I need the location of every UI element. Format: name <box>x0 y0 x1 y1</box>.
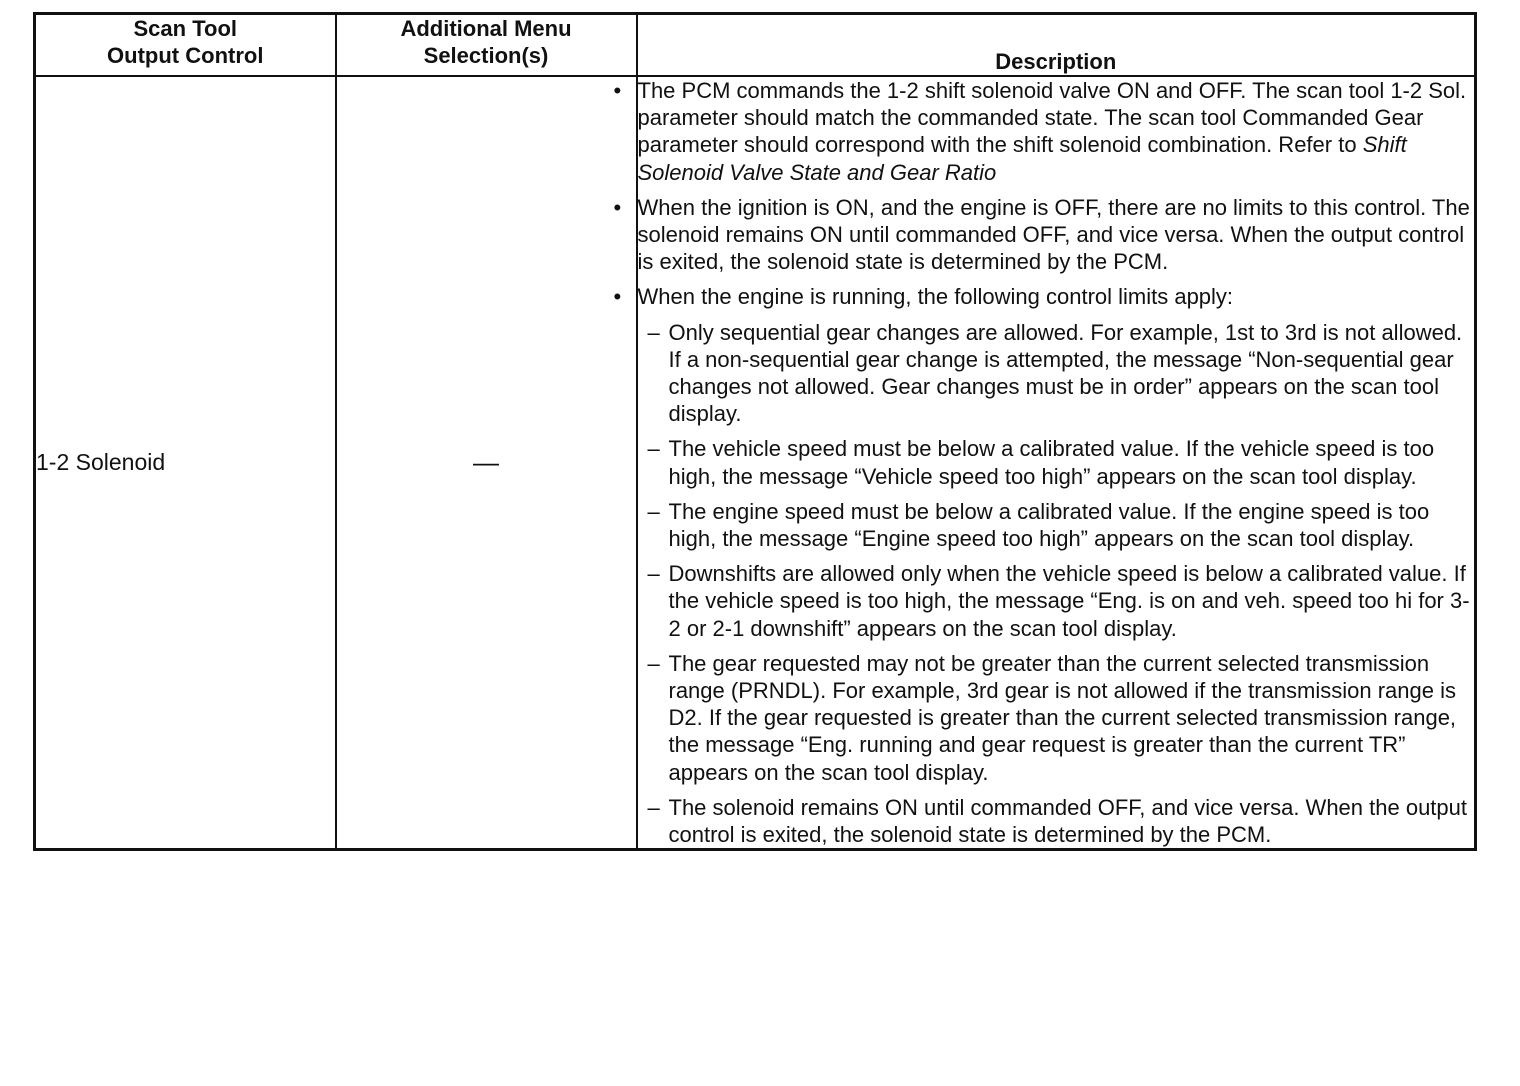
bullet-item <box>613 194 1475 276</box>
dash-marker: – <box>647 319 660 345</box>
header-row <box>35 14 1476 77</box>
dash-marker: – <box>647 436 660 462</box>
bullet-reference: Shift Solenoid Valve State and Gear Ratio <box>637 132 1407 185</box>
bullet-text: When the ignition is ON, and the engine is OFF, there are no limits to this control. The solenoid remains ON until commanded OFF, and vice versa. When the output control is exited, the solenoid state is determined by the PCM. <box>637 194 1470 275</box>
limit-item <box>638 498 1475 552</box>
dash-marker: – <box>647 498 660 524</box>
limit-text: The vehicle speed must be below a calibrated value. If the vehicle speed is too high, the message “Vehicle speed too high” appears on the scan tool display. <box>668 436 1435 489</box>
table-row <box>35 76 1476 850</box>
bullet-marker: • <box>613 78 622 103</box>
cell-menu-selection: — <box>336 76 637 850</box>
header-scan-tool-line1: Scan Tool <box>133 16 237 41</box>
cell-description <box>613 76 1476 850</box>
header-menu-line2: Selection(s) <box>423 43 549 68</box>
bullet-marker: • <box>613 284 622 310</box>
header-scan-tool-output-control <box>35 14 336 77</box>
bullet-marker: • <box>613 194 622 220</box>
bullet-text: When the engine is running, the following control limits apply: <box>637 284 1234 310</box>
dash-marker: – <box>647 650 660 676</box>
limit-item <box>638 794 1475 848</box>
limit-text: The engine speed must be below a calibrated value. If the engine speed is too high, the message “Engine speed too high” appears on the scan tool display. <box>668 498 1430 552</box>
limit-item <box>638 319 1475 428</box>
header-scan-tool-line2: Output Control <box>107 43 264 68</box>
limit-text: The solenoid remains ON until commanded OFF, and vice versa. When the output control is exited, the solenoid state is determined by the PCM. <box>668 794 1467 848</box>
header-additional-menu-selections <box>336 14 637 77</box>
dash-marker: – <box>647 794 660 820</box>
cell-control-name: 1-2 Solenoid <box>35 76 336 850</box>
bullet-item <box>613 283 1475 310</box>
limit-text: Only sequential gear changes are allowed. For example, 1st to 3rd is not allowed. If a non-sequential gear change is attempted, the message “Non-sequential gear changes not allowed. Gear changes must be in order” appears on the scan tool display. <box>668 319 1463 427</box>
output-control-table <box>33 12 1477 851</box>
bullet-text: The PCM commands the 1-2 shift solenoid valve ON and OFF. The scan tool 1-2 Sol. parameter should match the commanded state. The scan tool Commanded Gear parameter should correspond with the shift solenoid combination. Refer to <box>637 78 1467 158</box>
header-menu-line1: Additional Menu <box>400 16 572 41</box>
limit-text: The gear requested may not be greater than the current selected transmission range (PRNDL). For example, 3rd gear is not allowed if the transmission range is D2. If the gear requested is greater than the current selected transmission range, the message “Eng. running and gear request is greater than the current TR” appears on the scan tool display. <box>668 650 1457 785</box>
bullet-item <box>613 77 1475 186</box>
header-description: Description <box>637 14 1476 77</box>
limit-item <box>638 435 1475 489</box>
limit-item <box>638 650 1475 786</box>
limit-text: Downshifts are allowed only when the vehicle speed is below a calibrated value. If the vehicle speed is too high, the message “Eng. is on and veh. speed too hi for 3-2 or 2-1 downshift” appears on the scan tool display. <box>668 561 1470 641</box>
limit-item <box>638 560 1475 642</box>
dash-marker: – <box>647 561 660 587</box>
